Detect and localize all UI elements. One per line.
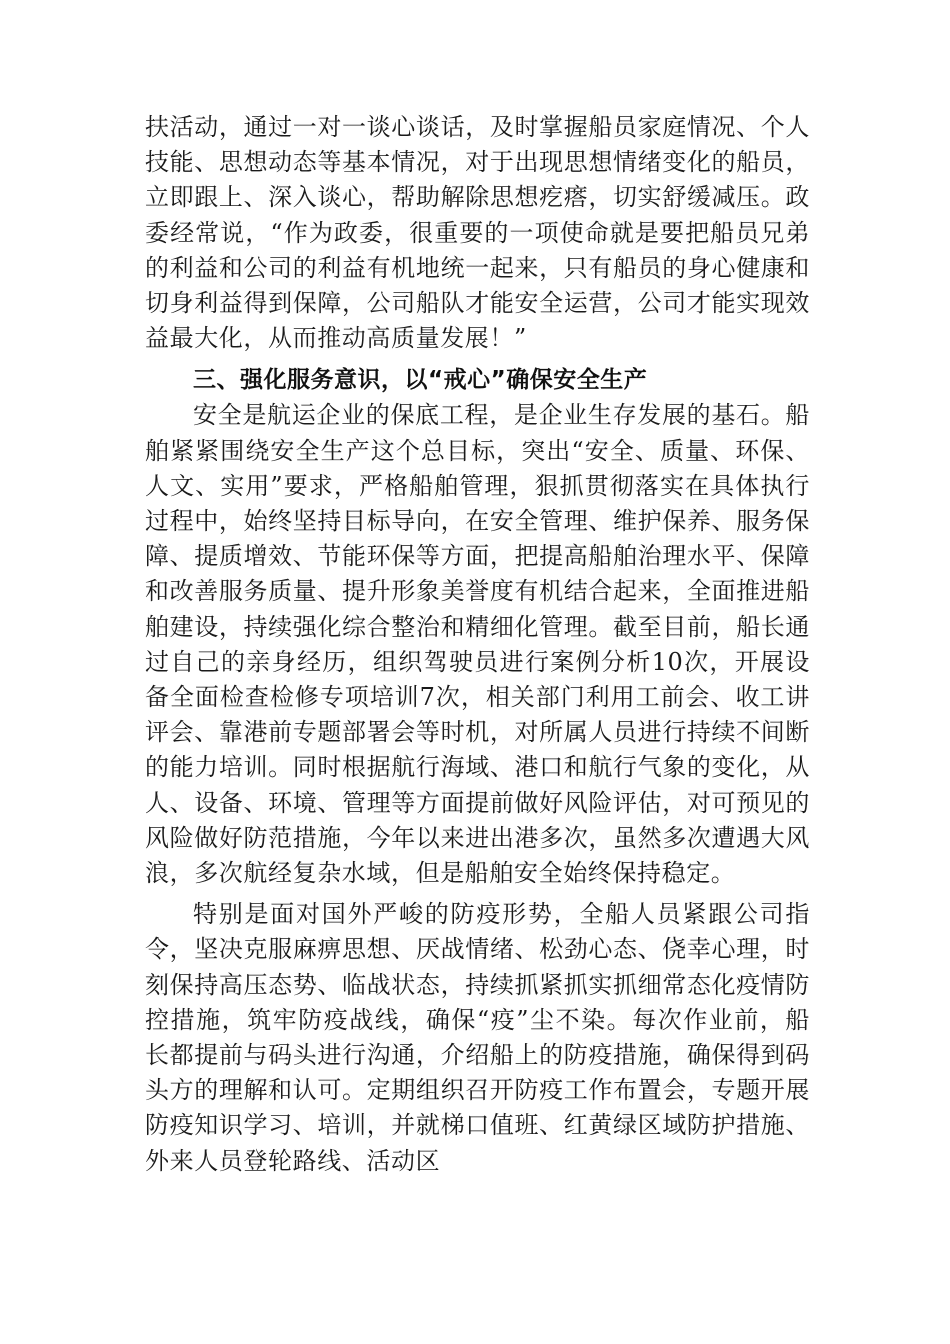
body-paragraph-2: 安全是航运企业的保底工程，是企业生存发展的基石。船舶紧紧围绕安全生产这个总目标，突出“安全、质量、环保、人文、实用”要求，严格船舶管理，狠抓贯彻落实在具体执行过程中，始终坚持目标导向，在安全管理、维护保养、服务保障、提质增效、节能环保等方面，把提高船舶治理水平、保障和改善服务质量、提升形象美誉度有机结合起来，全面推进船舶建设，持续强化综合整治和精细化管理。截至目前，船长通过自己的亲身经历，组织驾驶员进行案例分析10次，开展设备全面检查检修专项培训7次，相关部门利用工前会、收工讲评会、靠港前专题部署会等时机，对所属人员进行持续不间断的能力培训。同时根据航行海域、港口和航行气象的变化，从人、设备、环境、管理等方面提前做好风险评估，对可预见的风险做好防范措施，今年以来进出港多次，虽然多次遭遇大风浪，多次航经复杂水域，但是船舶安全始终保持稳定。 (145, 401, 810, 888)
section-heading: 三、强化服务意识，以“戒心”确保安全生产 (193, 367, 648, 394)
document-page (145, 110, 810, 1179)
body-paragraph-3: 特别是面对国外严峻的防疫形势，全船人员紧跟公司指令，坚决克服麻痹思想、厌战情绪、松劲心态、侥幸心理，时刻保持高压态势、临战状态，持续抓紧抓实抓细常态化疫情防控措施，筑牢防疫战线，确保“疫”尘不染。每次作业前，船长都提前与码头进行沟通，介绍船上的防疫措施，确保得到码头方的理解和认可。定期组织召开防疫工作布置会，专题开展防疫知识学习、培训，并就梯口值班、红黄绿区域防护措施、外来人员登轮路线、活动区 (145, 900, 810, 1175)
body-paragraph-1: 扶活动，通过一对一谈心谈话，及时掌握船员家庭情况、个人技能、思想动态等基本情况，对于出现思想情绪变化的船员，立即跟上、深入谈心，帮助解除思想疙瘩，切实舒缓减压。政委经常说，“作为政委，很重要的一项使命就是要把船员兄弟的利益和公司的利益有机地统一起来，只有船员的身心健康和切身利益得到保障，公司船队才能安全运营，公司才能实现效益最大化，从而推动高质量发展！” (145, 113, 810, 353)
